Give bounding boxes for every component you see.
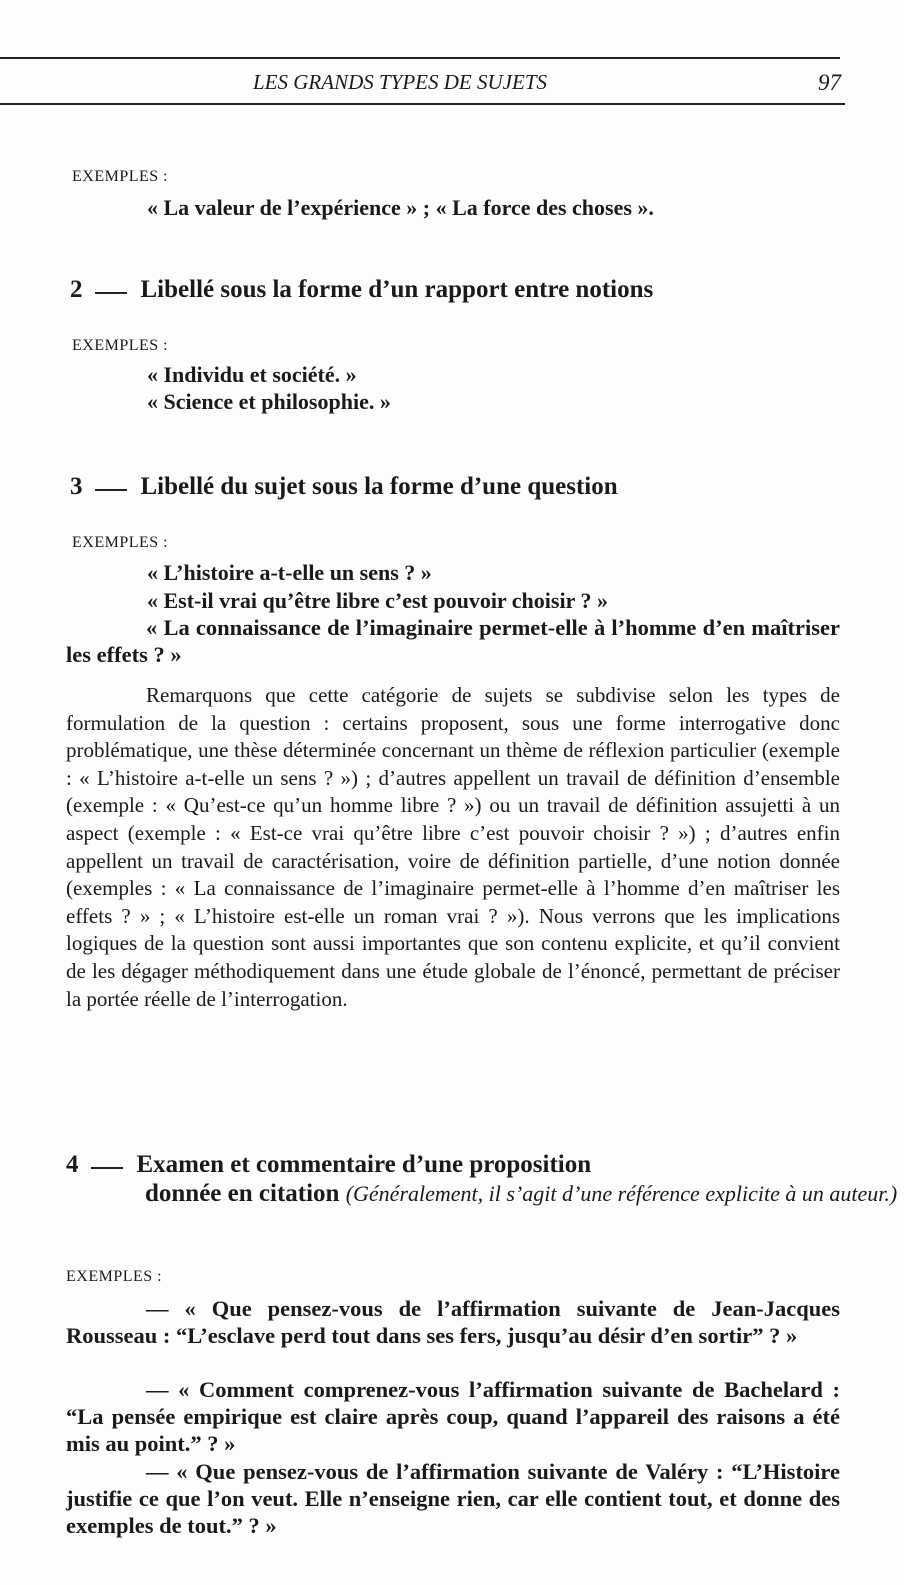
section-number: 2 [70,276,83,303]
example: « L’histoire a-t-elle un sens ? » [147,560,432,585]
quotation-example: — « Comment comprenez-vous l’affirmation suivante de Bachelard : “La pensée empirique est claire après coup, quand l’appareil des raisons a été mis au point.” ? » [66,1377,840,1456]
example: « Science et philosophie. » [147,389,391,414]
body-paragraph: Remarquons que cette catégorie de sujets se subdivise selon les types de formulation de la question : certains proposent, sous une forme interrogative donc problématique, une thèse déterminée concernant un thème de réflexion particulier (exemple : « L’histoire a-t-elle un sens ? ») ; d’autres appellent un travail de définition d’ensemble (exemple : « Qu’est-ce qu’un homme libre ? ») ou un travail de définition assujetti à un aspect (exemple : « Est-ce vrai qu’être libre c’est pouvoir choisir ? ») ; d’autres enfin appellent un travail de caractérisation, voire de définition partielle, d’une notion donnée (exemples : « La connaissance de l’imaginaire permet-elle à l’homme d’en maîtriser les effets ? » ; « L’histoire est-elle un roman vrai ? »). Nous verrons que les implications logiques de la question sont aussi importantes que son contenu explicite, et qu’il convient de les dégager méthodiquement dans une étude globale de l’énoncé, permettant de préciser la portée réelle de l’interrogation. [66,683,840,1011]
quotation-example: — « Que pensez-vous de l’affirmation suivante de Jean-Jacques Rousseau : “L’esclave perd tout dans ses fers, jusqu’au désir d’en sortir” ? » [66,1296,840,1348]
section-title-line1: Examen et commentaire d’une proposition [136,1151,592,1178]
section-heading-2 [70,276,653,304]
section-note: (Généralement, il s’agit d’une référence explicite à un auteur.) [345,1181,898,1206]
header-top-rule [0,57,840,59]
example: « La valeur de l’expérience » ; « La force des choses ». [147,195,654,220]
section-heading-3 [70,473,618,501]
examples-label: EXEMPLES : [72,168,169,185]
header-bottom-rule [0,103,845,105]
section-title-line2: donnée en citation [145,1180,340,1207]
page-number: 97 [818,70,841,95]
section-number: 3 [70,473,83,500]
running-title: LES GRANDS TYPES DE SUJETS [253,70,547,94]
dash-rule [91,1167,123,1169]
section-number: 4 [66,1151,79,1178]
examples-label: EXEMPLES : [72,534,169,551]
section-title: Libellé du sujet sous la forme d’une question [140,473,618,500]
dash-rule [95,292,127,294]
examples-label: EXEMPLES : [66,1268,163,1285]
quotation-example: — « Que pensez-vous de l’affirmation suivante de Valéry : “L’Histoire justifie ce que l’on veut. Elle n’enseigne rien, car elle contient tout, et donne des exemples de tout.” ? » [66,1459,840,1538]
section-title: Libellé sous la forme d’un rapport entre notions [140,276,654,303]
dash-rule [95,489,127,491]
example: « Est-il vrai qu’être libre c’est pouvoir choisir ? » [147,588,608,613]
example-long: « La connaissance de l’imaginaire permet-elle à l’homme d’en maîtriser les effets ? » [66,615,840,667]
example: « Individu et société. » [147,362,357,387]
examples-label: EXEMPLES : [72,337,169,354]
section-heading-4 [66,1150,897,1208]
